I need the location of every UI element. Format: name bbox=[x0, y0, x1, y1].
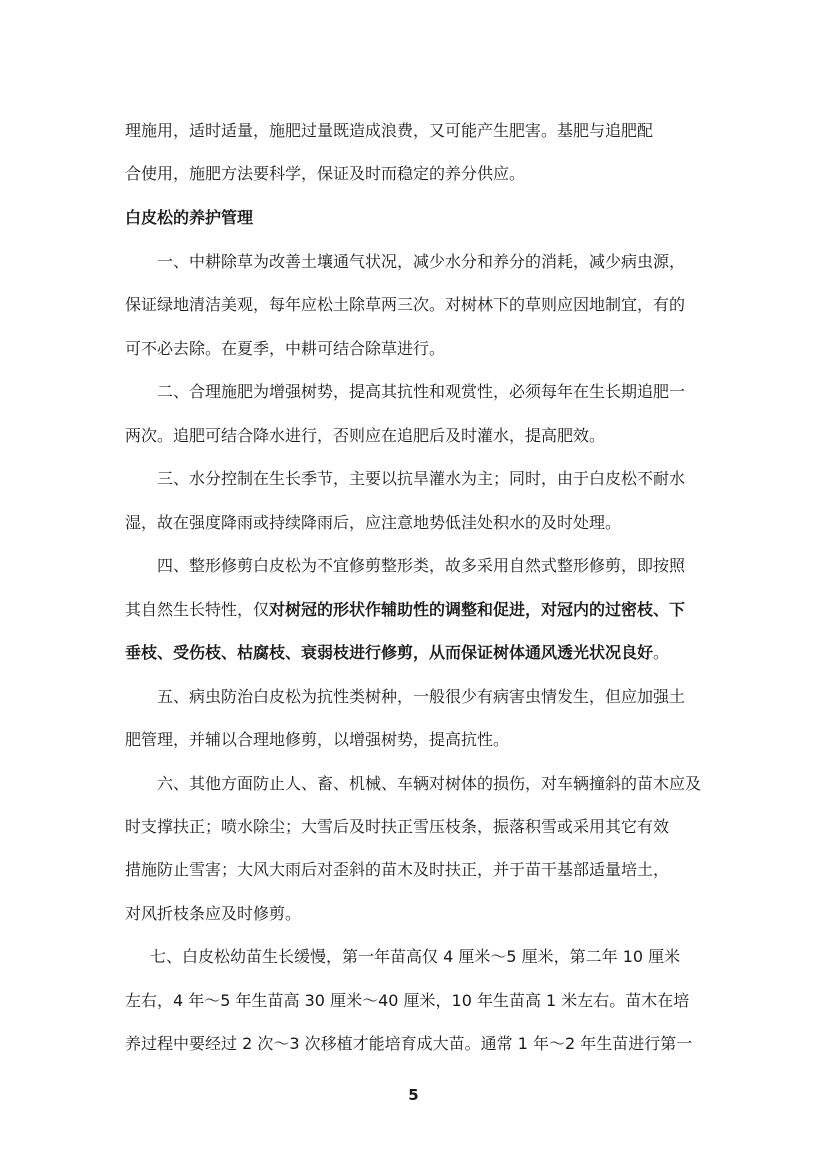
section-heading: 白皮松的养护管理 bbox=[125, 208, 254, 227]
item7-line-2: 左右，4 年～5 年生苗高 30 厘米～40 厘米，10 年生苗高 1 米左右。苗木在培 bbox=[125, 991, 690, 1010]
item5-line-2: 肥管理，并辅以合理地修剪，以增强树势，提高抗性。 bbox=[125, 730, 510, 749]
item4-line-2 bbox=[125, 600, 685, 620]
item1-line-2: 保证绿地清洁美观，每年应松土除草两三次。对树林下的草则应因地制宜，有的 bbox=[125, 295, 686, 314]
intro-line-2: 合使用，施肥方法要科学，保证及时而稳定的养分供应。 bbox=[125, 164, 526, 183]
item1-line-1: 一、中耕除草为改善土壤通气状况，减少水分和养分的消耗，减少病虫源， bbox=[157, 252, 686, 271]
item4-line-3 bbox=[125, 643, 669, 663]
item3-line-2: 湿，故在强度降雨或持续降雨后，应注意地势低洼处积水的及时处理。 bbox=[125, 513, 622, 532]
item4-line-1: 四、整形修剪白皮松为不宜修剪整形类，故多采用自然式整形修剪，即按照 bbox=[157, 556, 686, 575]
item6-line-4: 对风折枝条应及时修剪。 bbox=[125, 904, 302, 923]
item6-line-1: 六、其他方面防止人、畜、机械、车辆对树体的损伤，对车辆撞斜的苗木应及 bbox=[157, 774, 702, 793]
item7-line-3: 养过程中要经过 2 次～3 次移植才能培育成大苗。通常 1 年～2 年生苗进行第一 bbox=[125, 1034, 693, 1053]
item3-line-1: 三、水分控制在生长季节，主要以抗旱灌水为主；同时，由于白皮松不耐水 bbox=[157, 469, 686, 488]
item4-line-2-bold: 对树冠的形状作辅助性的调整和促进，对冠内的过密枝、下 bbox=[269, 600, 686, 619]
item6-line-2: 时支撑扶正；喷水除尘；大雪后及时扶正雪压枝条，振落积雪或采用其它有效 bbox=[125, 817, 670, 836]
item4-line-3-end: 。 bbox=[653, 643, 670, 662]
item4-line-2-normal: 其自然生长特性，仅 bbox=[125, 600, 270, 619]
item4-line-3-bold: 垂枝、受伤枝、枯腐枝、衰弱枝进行修剪，从而保证树体通风透光状况良好 bbox=[125, 643, 654, 662]
page-number: 5 bbox=[408, 1086, 419, 1104]
item1-line-3: 可不必去除。在夏季，中耕可结合除草进行。 bbox=[125, 339, 446, 358]
intro-line-1: 理施用，适时适量，施肥过量既造成浪费，又可能产生肥害。基肥与追肥配 bbox=[125, 121, 654, 140]
item7-line-1: 七、白皮松幼苗生长缓慢，第一年苗高仅 4 厘米～5 厘米，第二年 10 厘米 bbox=[150, 947, 681, 966]
item5-line-1: 五、病虫防治白皮松为抗性类树种，一般很少有病害虫情发生，但应加强土 bbox=[157, 687, 686, 706]
item6-line-3: 措施防止雪害；大风大雨后对歪斜的苗木及时扶正，并于苗干基部适量培土， bbox=[125, 860, 670, 879]
item2-line-2: 两次。追肥可结合降水进行，否则应在追肥后及时灌水，提高肥效。 bbox=[125, 426, 606, 445]
item2-line-1: 二、合理施肥为增强树势，提高其抗性和观赏性，必须每年在生长期追肥一 bbox=[157, 382, 686, 401]
